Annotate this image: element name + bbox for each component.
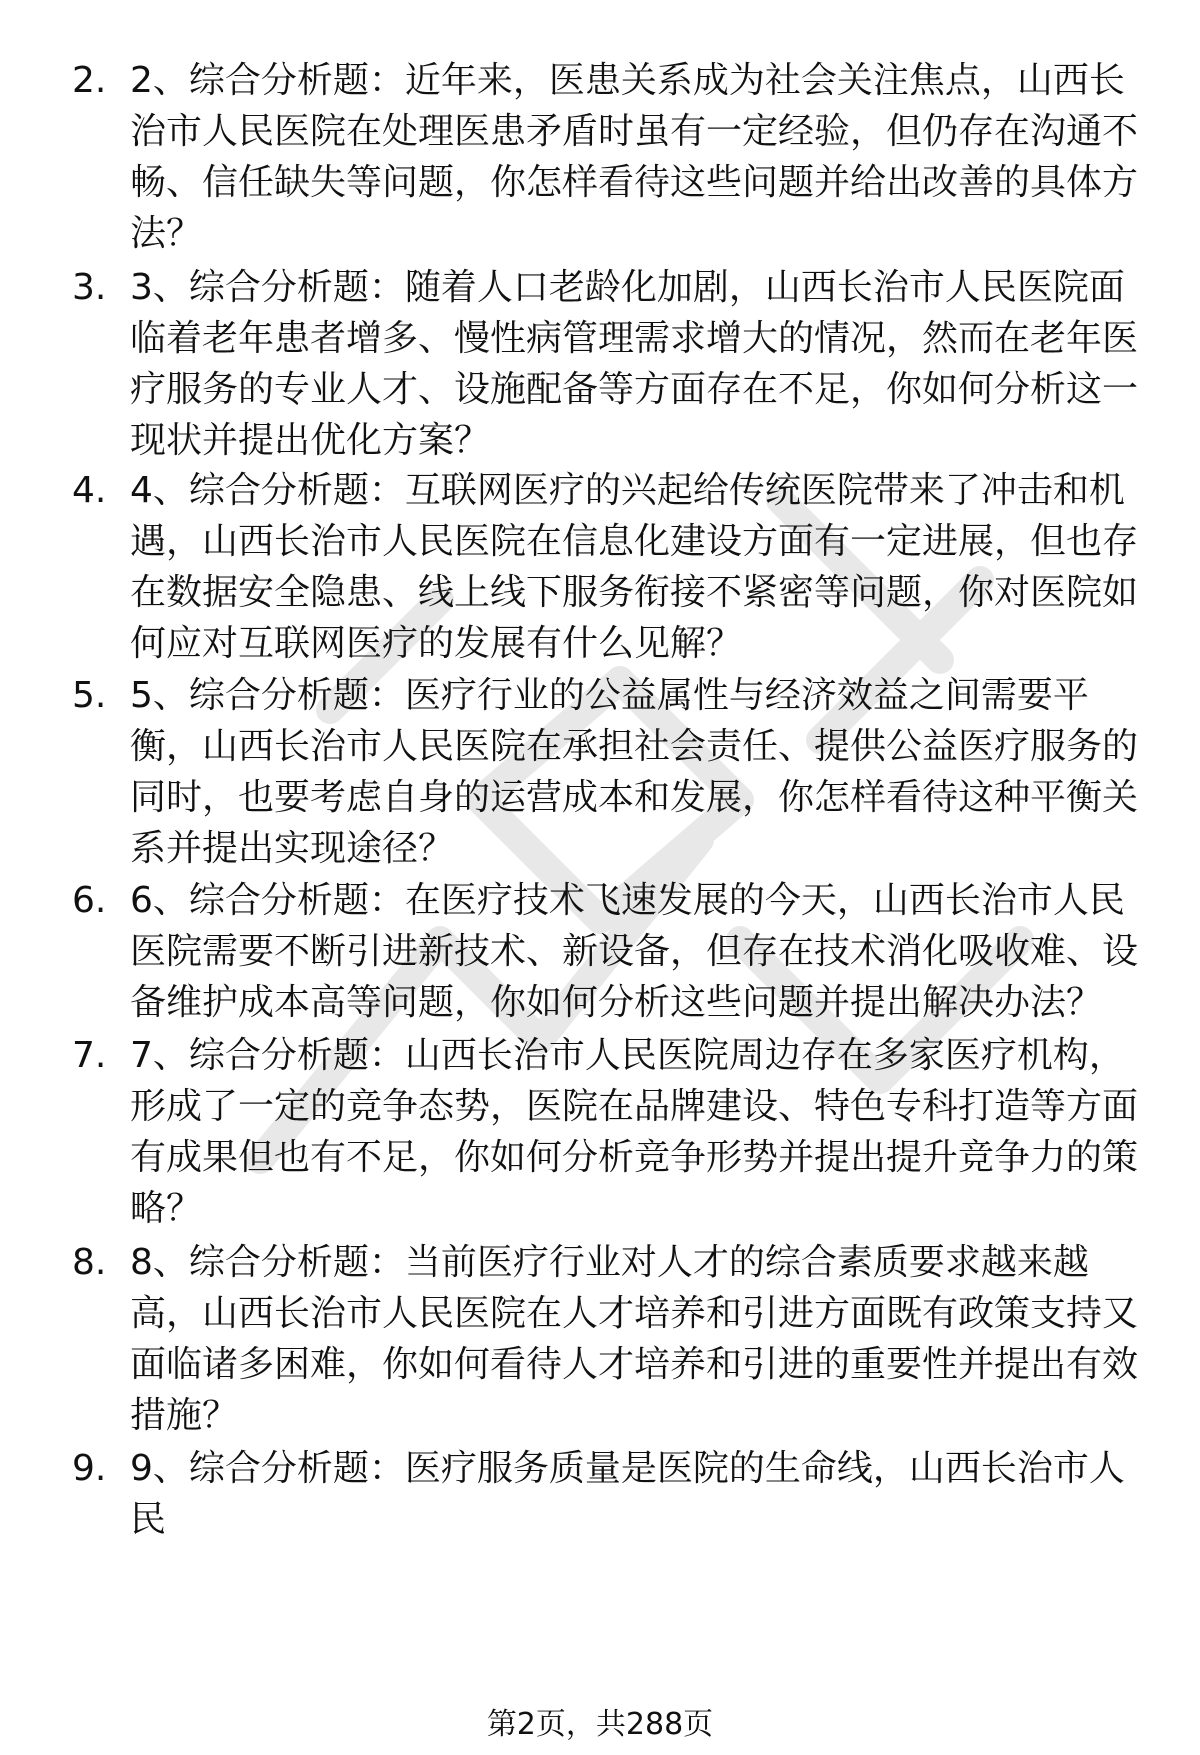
question-number: 4. — [72, 470, 107, 511]
question-text: 4、综合分析题：互联网医疗的兴起给传统医院带来了冲击和机遇，山西长治市人民医院在信息化建设方面有一定进展，但也存在数据安全隐患、线上线下服务衔接不紧密等问题，你对医院如何应对互联网医疗的发展有什么见解？ — [130, 470, 1139, 664]
question-text: 2、综合分析题：近年来，医患关系成为社会关注焦点，山西长治市人民医院在处理医患矛盾时虽有一定经验，但仍存在沟通不畅、信任缺失等问题，你怎样看待这些问题并给出改善的具体方法？ — [130, 60, 1139, 254]
page-number-label: 第2页，共288页 — [486, 1707, 714, 1742]
question-number: 6. — [72, 880, 107, 921]
question-number: 3. — [72, 267, 107, 308]
page-footer — [0, 1705, 1200, 1745]
question-text: 7、综合分析题：山西长治市人民医院周边存在多家医疗机构，形成了一定的竞争态势，医院在品牌建设、特色专科打造等方面有成果但也有不足，你如何分析竞争形势并提出提升竞争力的策略？ — [130, 1035, 1139, 1229]
question-number: 8. — [72, 1242, 107, 1283]
question-number: 9. — [72, 1448, 107, 1489]
question-item-3 — [72, 262, 1162, 466]
question-item-6 — [72, 875, 1162, 1028]
question-number: 5. — [72, 675, 107, 716]
question-item-4 — [72, 465, 1162, 669]
question-text: 9、综合分析题：医疗服务质量是医院的生命线，山西长治市人民 — [130, 1448, 1125, 1540]
question-item-5 — [72, 670, 1162, 874]
question-text: 6、综合分析题：在医疗技术飞速发展的今天，山西长治市人民医院需要不断引进新技术、新设备，但存在技术消化吸收难、设备维护成本高等问题，你如何分析这些问题并提出解决办法？ — [130, 880, 1139, 1023]
question-text: 5、综合分析题：医疗行业的公益属性与经济效益之间需要平衡，山西长治市人民医院在承担社会责任、提供公益医疗服务的同时，也要考虑自身的运营成本和发展，你怎样看待这种平衡关系并提出实现途径？ — [130, 675, 1139, 869]
question-item-8 — [72, 1237, 1162, 1441]
question-item-9 — [72, 1443, 1162, 1545]
question-number: 2. — [72, 60, 107, 101]
question-text: 3、综合分析题：随着人口老龄化加剧，山西长治市人民医院面临着老年患者增多、慢性病管理需求增大的情况，然而在老年医疗服务的专业人才、设施配备等方面存在不足，你如何分析这一现状并提出优化方案？ — [130, 267, 1139, 461]
question-item-7 — [72, 1030, 1162, 1234]
question-text: 8、综合分析题：当前医疗行业对人才的综合素质要求越来越高，山西长治市人民医院在人才培养和引进方面既有政策支持又面临诸多困难，你如何看待人才培养和引进的重要性并提出有效措施？ — [130, 1242, 1139, 1436]
question-item-2 — [72, 55, 1162, 259]
question-number: 7. — [72, 1035, 107, 1076]
